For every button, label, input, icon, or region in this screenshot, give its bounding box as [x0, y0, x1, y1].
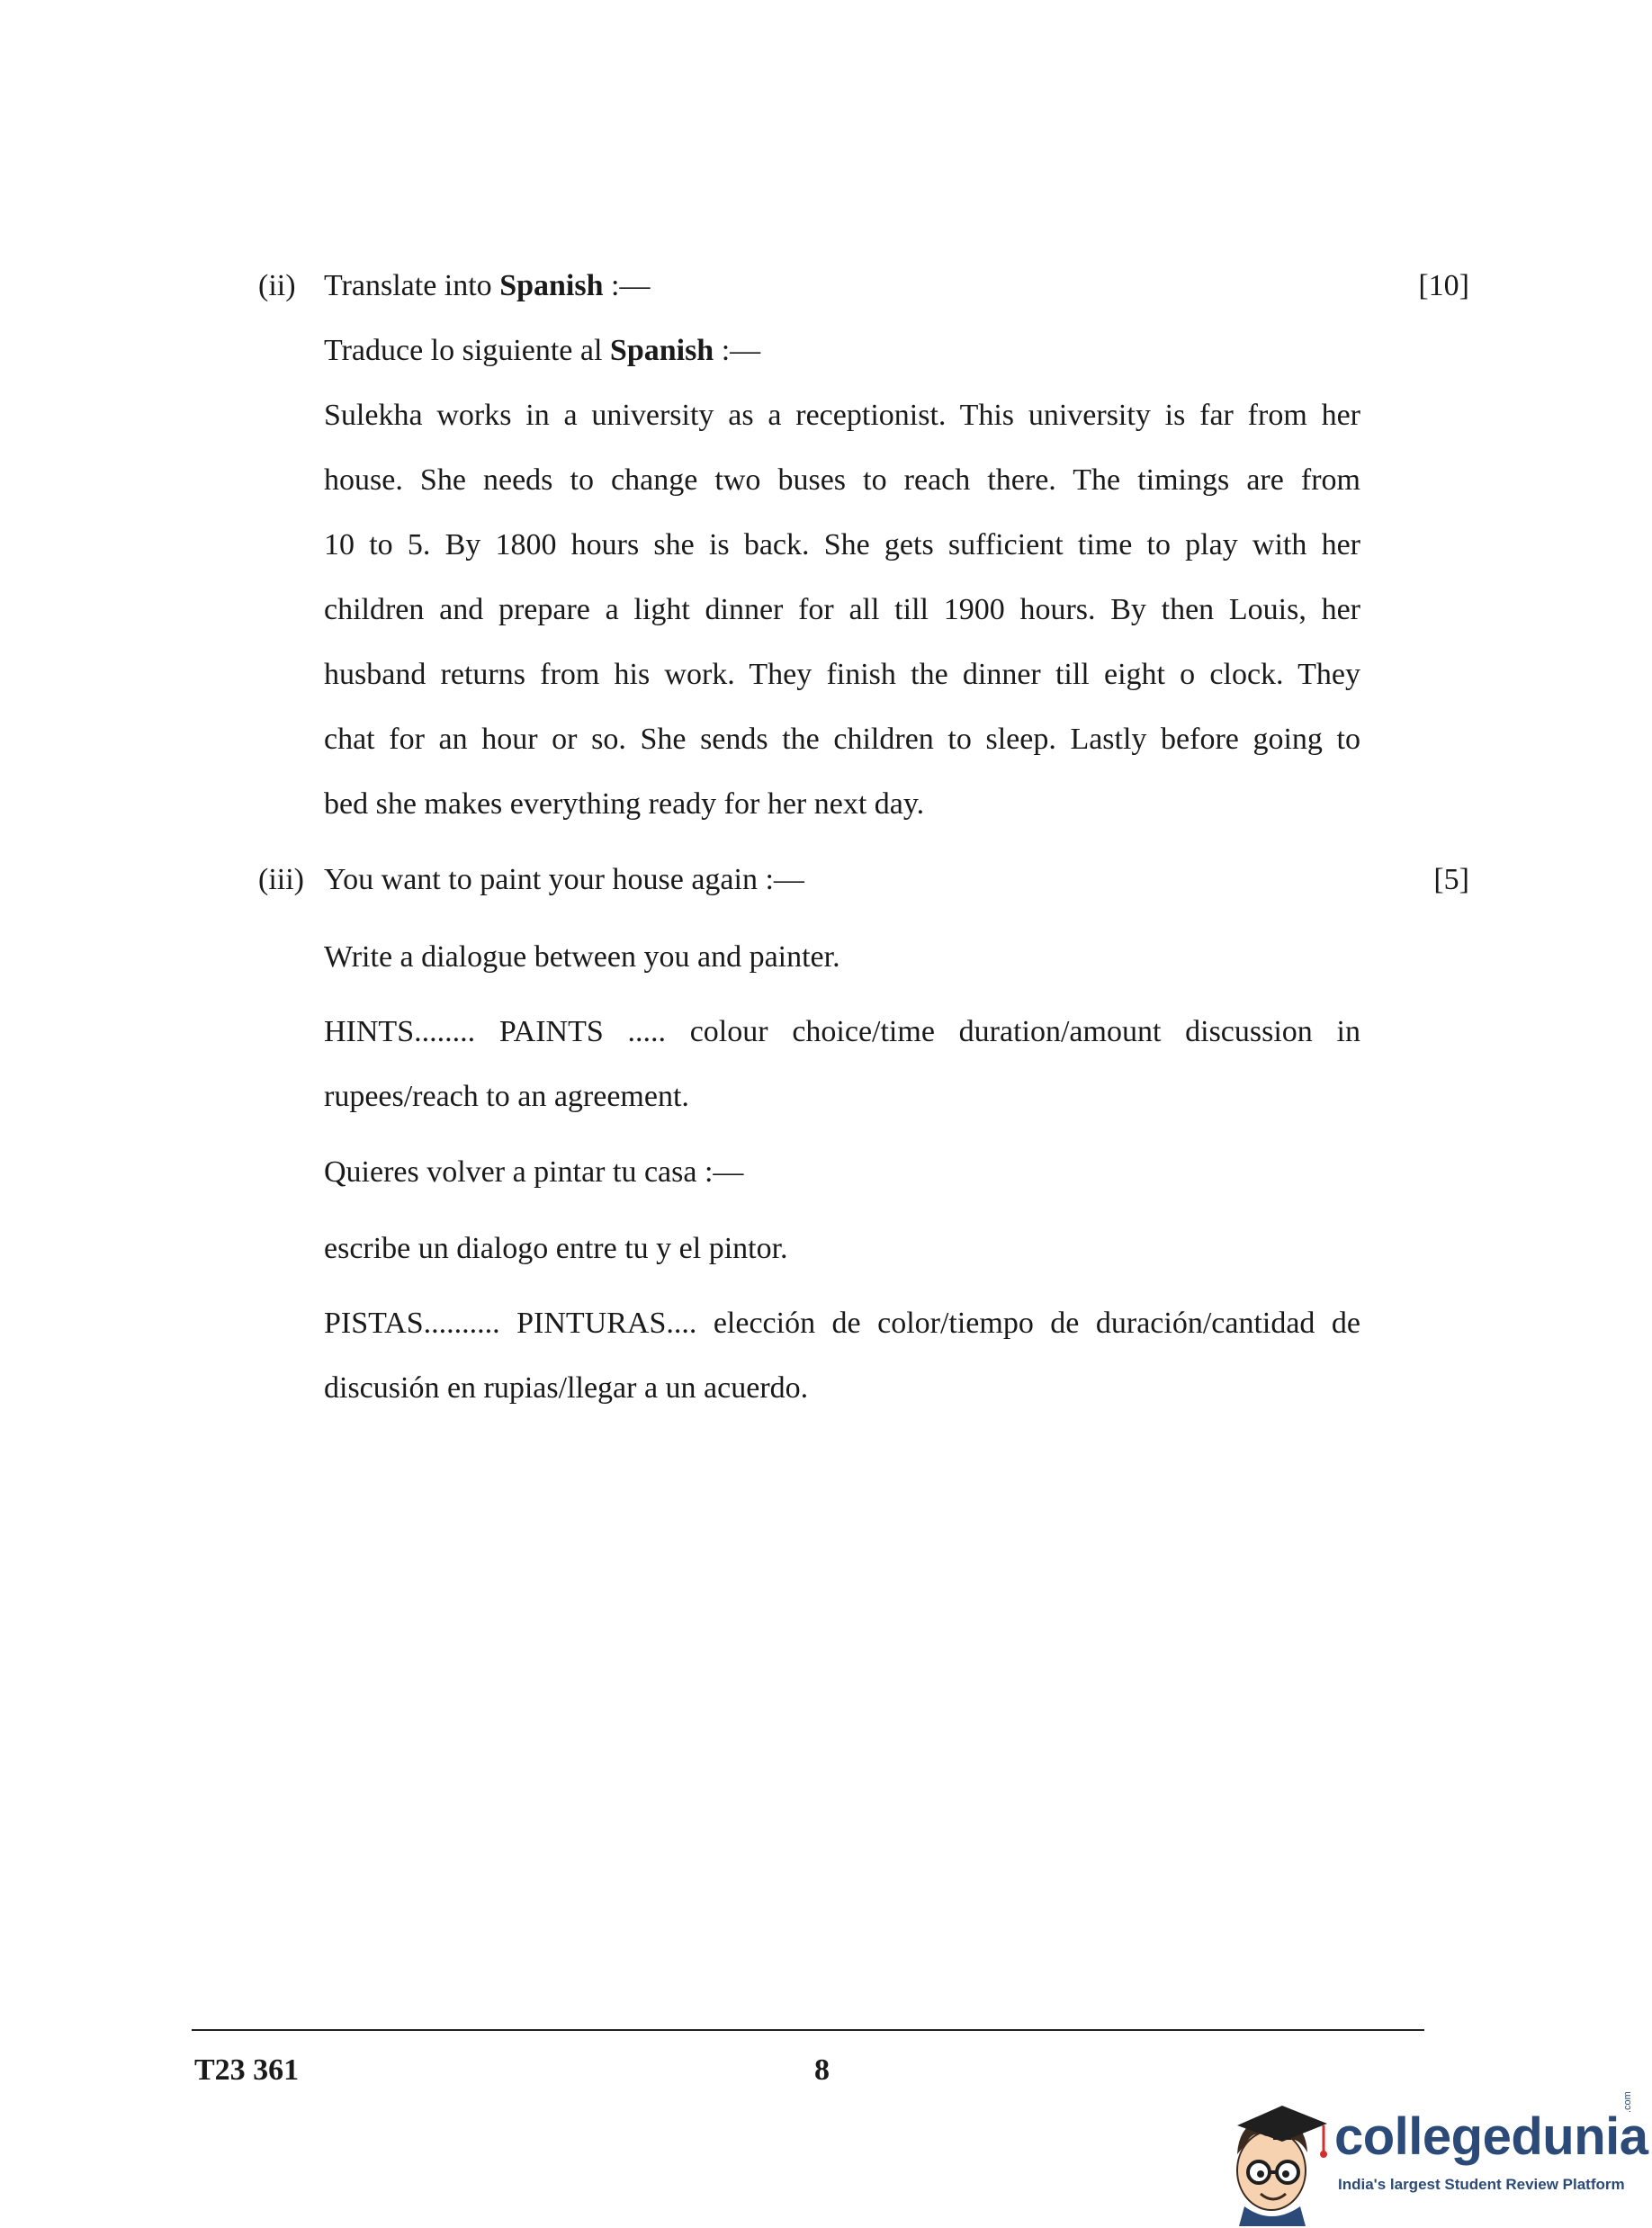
spanish-instruction-prefix: Traduce lo siguiente al [324, 334, 610, 367]
hints-line-1: HINTS........ PAINTS ..... colour choice/time duration/amount discussion in [324, 1015, 1360, 1048]
passage-line: husband returns from his work. They finish the dinner till eight o clock. They [324, 658, 1360, 691]
spanish-prompt: Quieres volver a pintar tu casa :— [324, 1155, 744, 1189]
question-number-iii: (iii) [258, 863, 304, 896]
marks-ii: [10] [1418, 269, 1469, 302]
passage-line: children and prepare a light dinner for all till 1900 hours. By then Louis, her [324, 593, 1360, 626]
passage-line: house. She needs to change two buses to reach there. The timings are from [324, 463, 1360, 497]
pistas-line-1: PISTAS.......... PINTURAS.... elección de color/tiempo de duración/cantidad de [324, 1307, 1360, 1340]
translate-instruction [324, 268, 650, 304]
spanish-instruction [324, 333, 760, 369]
mascot-icon [1219, 2100, 1336, 2226]
spanish-instruction-bold: Spanish [609, 334, 714, 367]
passage-line: chat for an hour or so. She sends the children to sleep. Lastly before going to [324, 723, 1360, 756]
passage-line: 10 to 5. By 1800 hours she is back. She gets sufficient time to play with her [324, 528, 1360, 561]
spanish-instruction-suffix: :— [714, 334, 761, 367]
dialogue-task: Write a dialogue between you and painter. [324, 940, 840, 974]
passage-line: bed she makes everything ready for her next day. [324, 787, 925, 821]
passage-line: Sulekha works in a university as a receptionist. This university is far from her [324, 399, 1360, 432]
paper-code: T23 361 [194, 2053, 300, 2087]
question-number-ii: (ii) [258, 269, 296, 302]
passage [324, 398, 1360, 851]
marks-iii: [5] [1433, 863, 1469, 896]
footer-rule [192, 2029, 1424, 2031]
logo-dotcom: .com [1622, 2091, 1633, 2113]
instruction-bold: Spanish [499, 269, 604, 302]
hints-line-2: rupees/reach to an agreement. [324, 1080, 689, 1113]
logo-wordmark: collegedunia [1334, 2107, 1648, 2166]
logo-tagline: India's largest Student Review Platform [1338, 2176, 1625, 2193]
collegedunia-logo [1219, 2091, 1648, 2226]
page-number: 8 [814, 2053, 830, 2087]
paint-prompt: You want to paint your house again :— [324, 863, 804, 896]
pistas-line-2: discusión en rupias/llegar a un acuerdo. [324, 1371, 809, 1405]
spanish-task: escribe un dialogo entre tu y el pintor. [324, 1232, 788, 1265]
instruction-prefix: Translate into [324, 269, 500, 302]
instruction-suffix: :— [603, 269, 651, 302]
